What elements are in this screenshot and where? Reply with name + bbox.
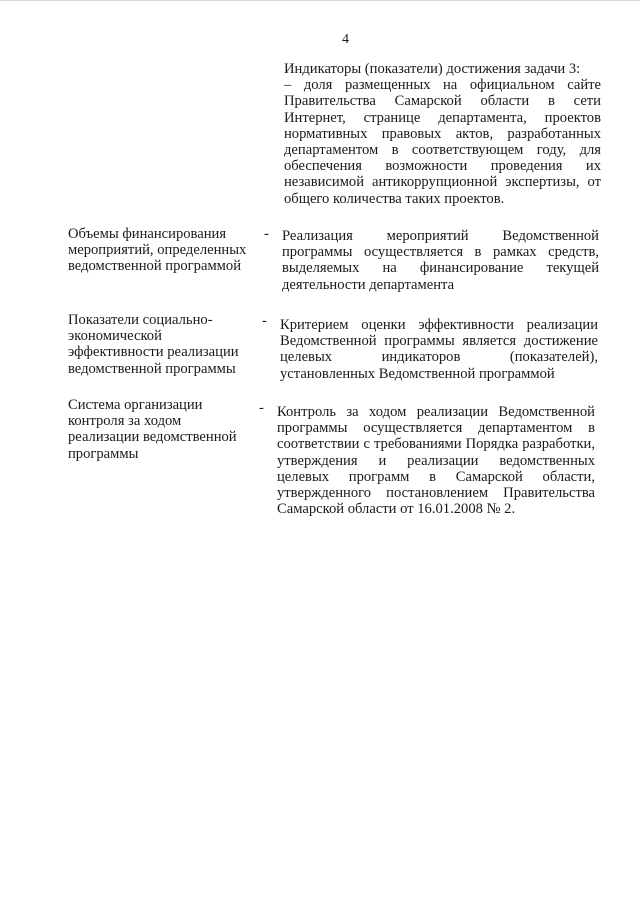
row-label-financing: Объемы финансирования мероприятий, определенных ведомственной программой (68, 226, 247, 275)
page-top-border (0, 0, 640, 1)
task-3-indicators (284, 61, 601, 207)
indicators-heading: Индикаторы (показатели) достижения задачи 3: (284, 61, 581, 77)
row-dash-financing: - (264, 226, 269, 242)
row-dash-efficiency: - (262, 313, 267, 329)
row-label-control: Система организации контроля за ходом реализации ведомственной программы (68, 397, 237, 462)
row-value-financing: Реализация мероприятий Ведомственной программы осуществляется в рамках средств, выделяемых на финансирование текущей деятельности департамента (282, 228, 599, 293)
page-number: 4 (342, 32, 349, 47)
row-label-efficiency: Показатели социально-экономической эффективности реализации ведомственной программы (68, 312, 239, 377)
row-value-efficiency: Критерием оценки эффективности реализации Ведомственной программы является достижение целевых индикаторов (показателей), установленных Ведомственной программой (280, 317, 598, 382)
row-value-control: Контроль за ходом реализации Ведомственной программы осуществляется департаментом в соответствии с требованиями Порядка разработки, утверждения и реализации ведомственных целевых программ в Самарской области, утвержденного постановлением Правительства Самарской области от 16.01.2008 № 2. (277, 404, 595, 518)
indicators-text: – доля размещенных на официальном сайте Правительства Самарской области в сети Интернет, странице департамента, проектов нормативных правовых актов, разработанных департаментом в соответствующем году, для обеспечения возможности проведения их независимой антикоррупционной экспертизы, от общего количества таких проектов. (284, 77, 601, 207)
row-dash-control: - (259, 400, 264, 416)
